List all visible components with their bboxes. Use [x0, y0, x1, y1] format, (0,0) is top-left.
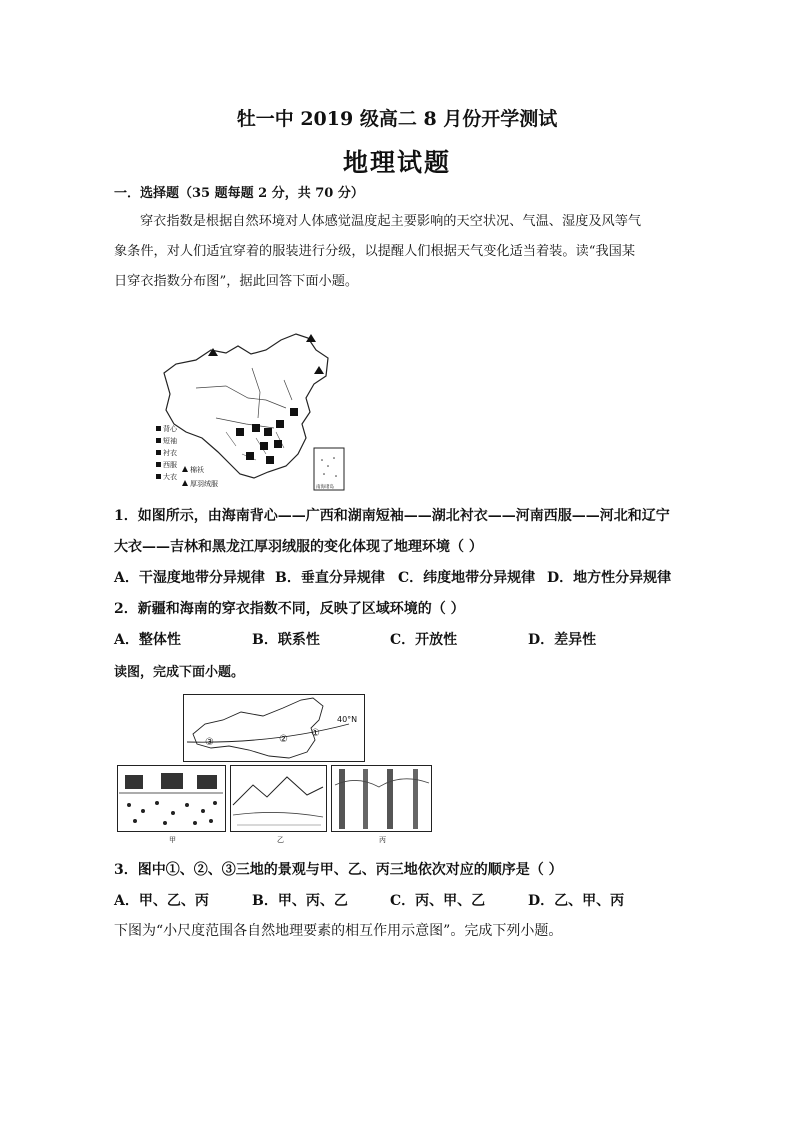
latitude-label: 40°N — [337, 715, 358, 724]
marker-1: ① — [311, 728, 320, 739]
q3-stem: 3．图中①、②、③三地的景观与甲、乙、丙三地依次对应的顺序是（ ） — [114, 862, 563, 878]
q3-option-b[interactable]: B．甲、丙、乙 — [252, 893, 348, 909]
panel-label-jia: 甲 — [169, 836, 176, 844]
panel-yi — [231, 766, 327, 832]
legend-short-sleeve: 短袖 — [163, 437, 177, 445]
q3-option-d[interactable]: D．乙、甲、丙 — [528, 893, 625, 909]
intro-line-2: 象条件，对人们适宜穿着的服装进行分级，以提醒人们根据天气变化适当着装。读“我国某 — [114, 244, 636, 259]
q3-options — [114, 890, 674, 910]
subject-title: 地理试题 — [342, 148, 451, 177]
q1-stem-line-1: 1．如图所示，由海南背心——广西和湖南短袖——湖北衬衣——河南西服——河北和辽宁 — [114, 508, 670, 524]
intro-line-3: 日穿衣指数分布图”，据此回答下面小题。 — [114, 274, 359, 289]
marker-2: ② — [279, 734, 288, 745]
intro-3: 下图为“小尺度范围各自然地理要素的相互作用示意图”。完成下列小题。 — [114, 923, 563, 939]
q1-option-d[interactable]: D．地方性分异规律 — [547, 570, 672, 586]
landscape-panels — [117, 765, 433, 845]
exam-title: 牡一中 2019 级高二 8 月份开学测试 — [236, 108, 558, 130]
marker-3: ③ — [205, 737, 214, 748]
q1-options — [114, 567, 674, 587]
q1-stem-line-2: 大衣——吉林和黑龙江厚羽绒服的变化体现了地理环境（ ） — [114, 539, 483, 555]
legend-shirt: 衬衣 — [163, 449, 177, 457]
panel-label-yi: 乙 — [277, 836, 284, 844]
intro-2: 读图，完成下面小题。 — [114, 665, 245, 680]
q2-option-c[interactable]: C．开放性 — [390, 632, 458, 648]
intro-line-1: 穿衣指数是根据自然环境对人体感觉温度起主要影响的天空状况、气温、湿度及风等气 — [140, 214, 642, 229]
q2-stem: 2．新疆和海南的穿衣指数不同，反映了区域环境的（ ） — [114, 601, 465, 617]
panel-label-bing: 丙 — [379, 836, 386, 844]
legend-suit: 西服 — [163, 461, 177, 469]
q1-option-c[interactable]: C．纬度地带分异规律 — [398, 570, 536, 586]
q3-option-a[interactable]: A．甲、乙、丙 — [114, 893, 209, 909]
legend-cotton-coat: 棉袄 — [190, 466, 204, 474]
q2-option-a[interactable]: A．整体性 — [114, 632, 181, 648]
legend-vest: 背心 — [163, 425, 177, 433]
latitude-map — [183, 694, 365, 762]
clothing-index-map — [156, 328, 352, 498]
q2-options — [114, 629, 674, 649]
q1-option-a[interactable]: A．干湿度地带分异规律 — [114, 570, 265, 586]
q3-option-c[interactable]: C．丙、甲、乙 — [390, 893, 486, 909]
legend-down-jacket: 厚羽绒服 — [190, 480, 218, 488]
inset-label: 南海诸岛 — [316, 485, 334, 490]
section-heading: 一．选择题（35 题每题 2 分，共 70 分） — [114, 186, 364, 201]
legend-overcoat: 大衣 — [163, 473, 177, 481]
panel-bing — [332, 766, 432, 832]
q2-option-b[interactable]: B．联系性 — [252, 632, 320, 648]
q1-option-b[interactable]: B．垂直分异规律 — [275, 570, 385, 586]
panel-jia — [118, 766, 226, 832]
q2-option-d[interactable]: D．差异性 — [528, 632, 597, 648]
